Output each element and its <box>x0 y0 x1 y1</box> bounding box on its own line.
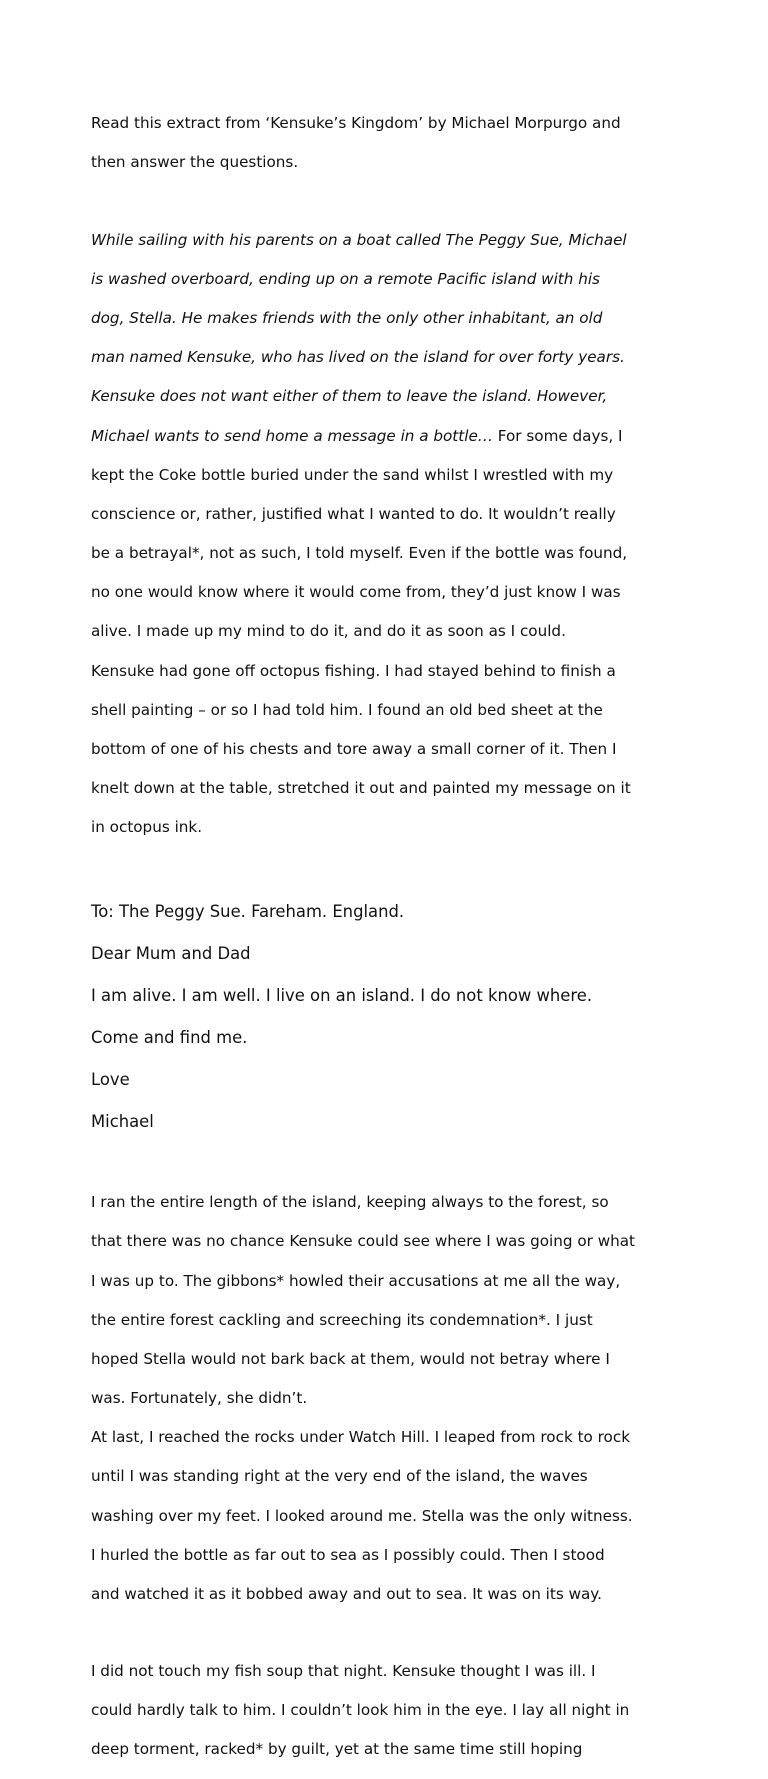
letter-signature: Michael <box>91 1111 154 1131</box>
document-page <box>91 94 691 1779</box>
passage-line: in octopus ink. <box>91 818 203 837</box>
letter-salutation: Dear Mum and Dad <box>91 943 251 963</box>
passage-line: hoped Stella would not bark back at them, would not betray where I <box>91 1349 610 1368</box>
passage-line: Kensuke had gone off octopus fishing. I had stayed behind to finish a <box>91 661 616 680</box>
summary-last-line <box>91 427 691 447</box>
summary-line: Kensuke does not want either of them to leave the island. However, <box>91 387 608 406</box>
letter-body-line: Come and find me. <box>91 1027 248 1047</box>
passage-line: and watched it as it bobbed away and out to sea. It was on its way. <box>91 1585 602 1604</box>
passage-line: I was up to. The gibbons* howled their accusations at me all the way, <box>91 1271 621 1290</box>
passage-line: the entire forest cackling and screeching its condemnation*. I just <box>91 1310 593 1329</box>
passage-line: no one would know where it would come from, they’d just know I was <box>91 583 621 602</box>
passage-paragraph-2 <box>91 1174 691 1625</box>
passage-line: that there was no chance Kensuke could see where I was going or what <box>91 1232 636 1251</box>
passage-line: washing over my feet. I looked around me. Stella was the only witness. <box>91 1506 633 1525</box>
letter-block <box>91 880 691 1153</box>
passage-continuation: For some days, I <box>492 426 623 445</box>
letter-closing: Love <box>91 1069 130 1089</box>
passage-line: alive. I made up my mind to do it, and do it as soon as I could. <box>91 622 566 641</box>
passage-line: be a betrayal*, not as such, I told myself. Even if the bottle was found, <box>91 544 628 563</box>
passage-line: was. Fortunately, she didn’t. <box>91 1389 308 1408</box>
passage-line: I ran the entire length of the island, keeping always to the forest, so <box>91 1193 609 1212</box>
passage-line: shell painting – or so I had told him. I found an old bed sheet at the <box>91 700 603 719</box>
summary-line: While sailing with his parents on a boat called The Peggy Sue, Michael <box>91 230 627 249</box>
passage-paragraph-3 <box>91 1642 691 1779</box>
summary-line: dog, Stella. He makes friends with the only other inhabitant, an old <box>91 308 603 327</box>
passage-line: until I was standing right at the very end of the island, the waves <box>91 1467 588 1486</box>
passage-line: could hardly talk to him. I couldn’t look him in the eye. I lay all night in <box>91 1701 630 1719</box>
passage-line: bottom of one of his chests and tore away a small corner of it. Then I <box>91 740 617 758</box>
letter-address: To: The Peggy Sue. Fareham. England. <box>91 901 405 921</box>
passage-line: kept the Coke bottle buried under the sand whilst I wrestled with my <box>91 465 614 484</box>
passage-line: I did not touch my fish soup that night. Kensuke thought I was ill. I <box>91 1661 596 1680</box>
intro-line: then answer the questions. <box>91 152 299 171</box>
intro-line: Read this extract from ‘Kensuke’s Kingdom’ by Michael Morpurgo and <box>91 113 621 132</box>
summary-line: man named Kensuke, who has lived on the island for over forty years. <box>91 348 625 367</box>
summary-line: Michael wants to send home a message in a bottle… <box>91 426 493 445</box>
summary-line: is washed overboard, ending up on a remote Pacific island with his <box>91 269 600 288</box>
letter-body-line: I am alive. I am well. I live on an island. I do not know where. <box>91 985 593 1005</box>
passage-line: At last, I reached the rocks under Watch Hill. I leaped from rock to rock <box>91 1428 630 1447</box>
summary-and-passage-paragraph <box>91 211 691 858</box>
passage-line: deep torment, racked* by guilt, yet at the same time still hoping <box>91 1740 583 1759</box>
passage-line: I hurled the bottle as far out to sea as I possibly could. Then I stood <box>91 1545 605 1564</box>
passage-line: conscience or, rather, justified what I wanted to do. It wouldn’t really <box>91 504 616 523</box>
intro-paragraph <box>91 94 691 192</box>
passage-line: knelt down at the table, stretched it out and painted my message on it <box>91 779 631 798</box>
